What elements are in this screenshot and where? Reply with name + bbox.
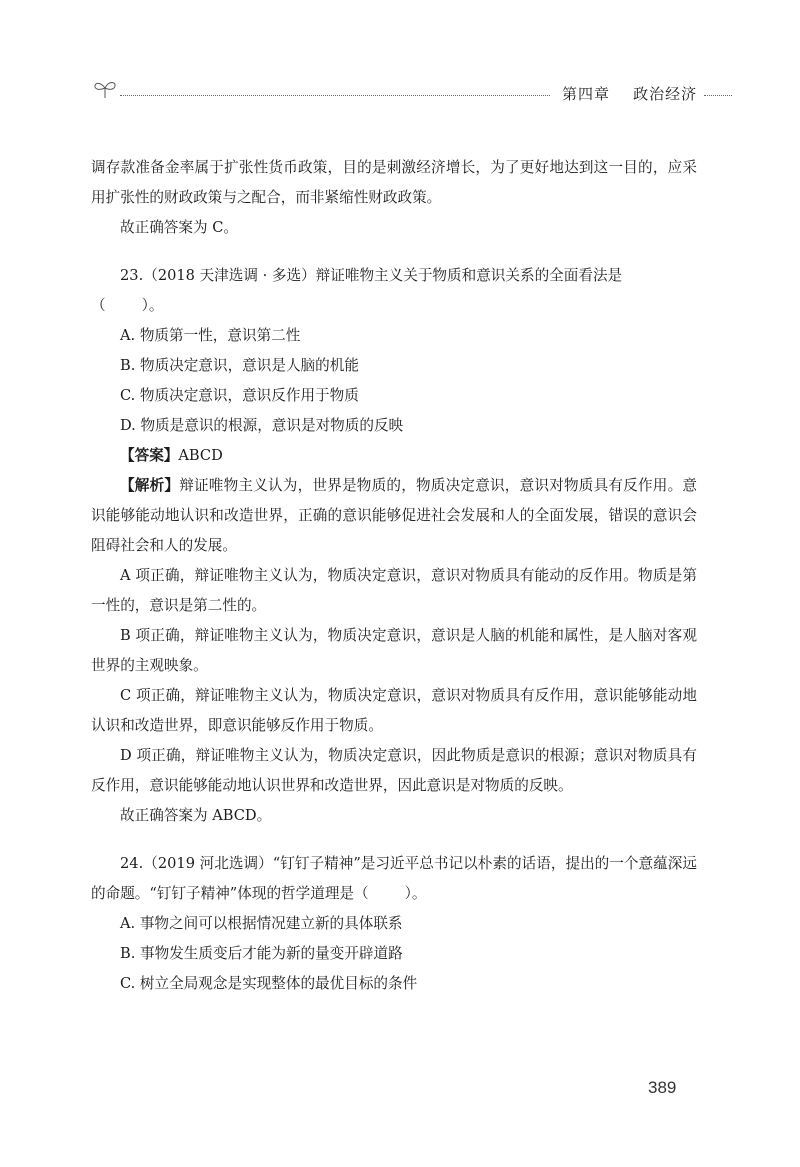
sprout-icon <box>92 78 118 100</box>
intro-paragraph: 调存款准备金率属于扩张性货币政策，目的是刺激经济增长，为了更好地达到这一目的，应采用扩张性的财政政策与之配合，而非紧缩性财政政策。 <box>91 159 697 206</box>
question-23-stem <box>91 261 697 291</box>
explanation-b: B 项正确，辩证唯物主义认为，物质决定意识，意识是人脑的机能和属性，是人脑对客观世界的主观映象。 <box>91 627 697 674</box>
question-23-number: 23. <box>120 267 144 284</box>
chapter-title <box>562 83 697 104</box>
question-24-stem: 24.（2019 河北选调）“钉钉子精神”是习近平总书记以朴素的话语，提出的一个意蕴深远的命题。“钉钉子精神”体现的哲学道理是（ ）。 <box>91 855 697 902</box>
intro-answer: 故正确答案为 C。 <box>120 219 238 236</box>
chapter-name: 政治经济 <box>633 85 698 103</box>
question-23-source: （2018 天津选调 · 多选） <box>143 267 316 284</box>
question-23-final-answer: 故正确答案为 ABCD。 <box>120 807 272 824</box>
answer-tag: 【答案】 <box>120 447 179 464</box>
page-number: 389 <box>648 1078 677 1097</box>
question-23-answer <box>91 441 697 471</box>
question-24-option-a: A. 事物之间可以根据情况建立新的具体联系 <box>120 915 403 932</box>
question-23-blank: （ ）。 <box>91 297 164 314</box>
question-23-option-b: B. 物质决定意识，意识是人脑的机能 <box>120 357 359 374</box>
answer-value: ABCD <box>178 447 223 464</box>
question-23-option-c: C. 物质决定意识，意识反作用于物质 <box>120 387 359 404</box>
question-23-text: 辩证唯物主义关于物质和意识关系的全面看法是 <box>315 267 623 284</box>
chapter-number: 第四章 <box>562 85 611 103</box>
question-23-option-a: A. 物质第一性，意识第二性 <box>120 327 301 344</box>
question-24-option-c: C. 树立全局观念是实现整体的最优目标的条件 <box>120 975 418 992</box>
analysis-tag: 【解析】 <box>120 477 180 494</box>
question-24-text: “钉钉子精神”是习近平总书记以朴素的话语，提出的一个意蕴深远的命题。“钉钉子精神”体现的哲学道理是（ <box>91 855 697 902</box>
explanation-d: D 项正确，辩证唯物主义认为，物质决定意识，因此物质是意识的根源；意识对物质具有反作用，意识能够能动地认识世界和改造世界，因此意识是对物质的反映。 <box>91 747 697 794</box>
header-divider-right <box>704 95 732 96</box>
explanation-c: C 项正确，辩证唯物主义认为，物质决定意识，意识对物质具有反作用，意识能够能动地认识和改造世界，即意识能够反作用于物质。 <box>91 687 697 734</box>
page-body <box>91 153 697 999</box>
question-23-option-d: D. 物质是意识的根源，意识是对物质的反映 <box>120 417 404 434</box>
header-divider-left <box>120 95 550 96</box>
question-24-number: 24. <box>120 855 144 872</box>
running-header <box>92 78 732 106</box>
analysis-text: 辩证唯物主义认为，世界是物质的，物质决定意识，意识对物质具有反作用。意识能够能动地认识和改造世界，正确的意识能够促进社会发展和人的全面发展，错误的意识会阻碍社会和人的发展。 <box>91 477 697 554</box>
question-24-option-b: B. 事物发生质变后才能为新的量变开辟道路 <box>120 945 403 962</box>
explanation-a: A 项正确，辩证唯物主义认为，物质决定意识，意识对物质具有能动的反作用。物质是第一性的，意识是第二性的。 <box>91 567 697 614</box>
question-24-source: （2019 河北选调） <box>143 855 273 872</box>
question-23-analysis <box>91 471 697 561</box>
